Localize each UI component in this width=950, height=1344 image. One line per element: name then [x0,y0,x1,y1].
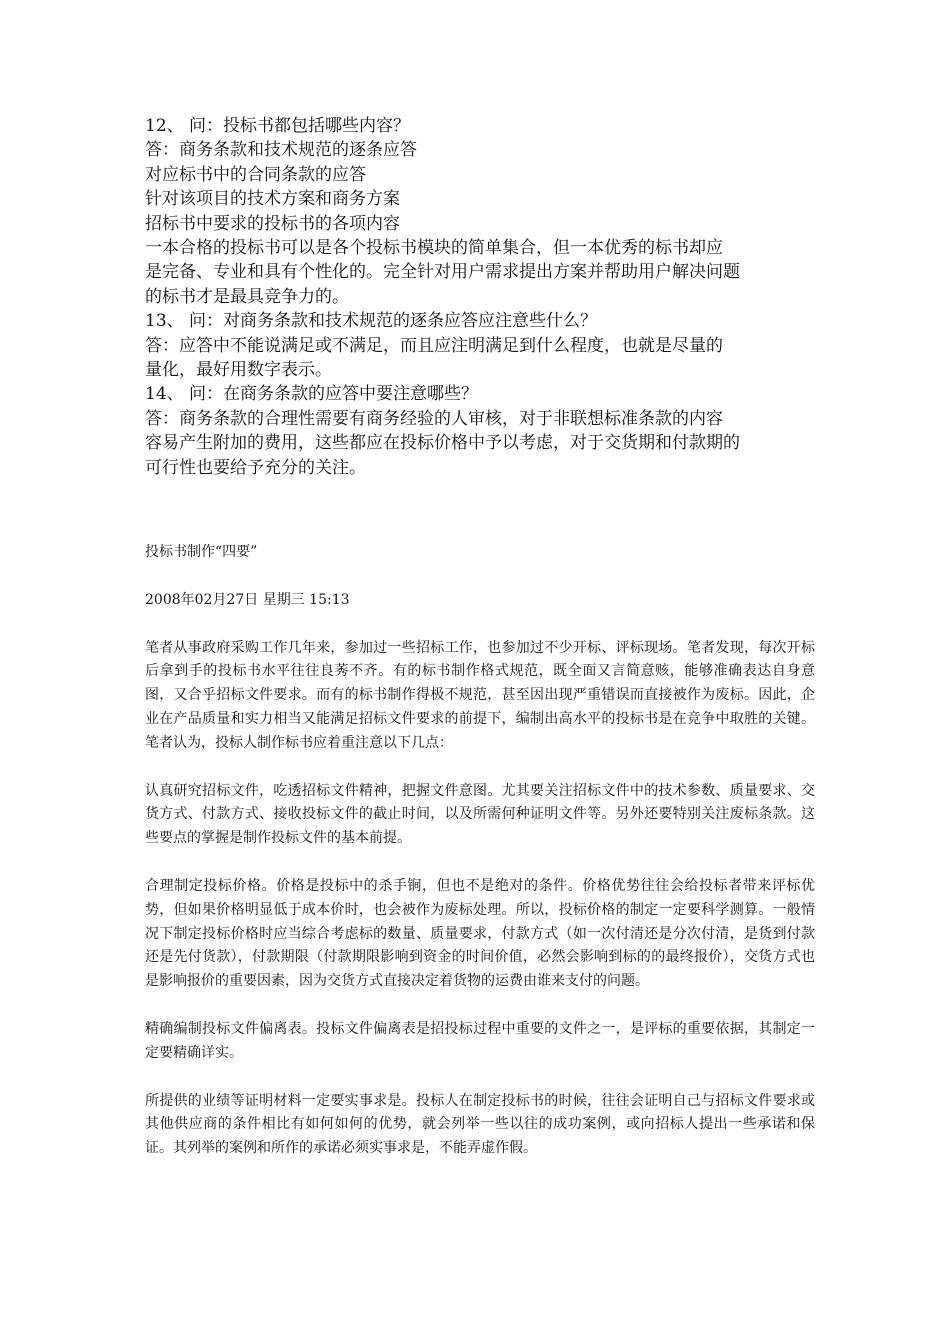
qa-line: 可行性也要给予充分的关注。 [145,457,366,478]
article-date: 2008年02月27日 星期三 15:13 [145,591,350,608]
qa-line: 量化，最好用数字表示。 [145,360,332,381]
qa-section [145,114,815,480]
qa-line: 针对该项目的技术方案和商务方案 [145,189,400,210]
article-paragraph: 精确编制投标文件偏离表。投标文件偏离表是招投标过程中重要的文件之一，是评标的重要依据，其制定一定要精确详实。 [145,1020,815,1061]
qa-line: 12、 问：投标书都包括哪些内容？ [145,116,411,136]
qa-line: 是完备、专业和具有个性化的。完全针对用户需求提出方案并帮助用户解决问题 [145,262,740,283]
qa-line: 答：商务条款和技术规范的逐条应答 [145,140,417,161]
article-paragraph: 合理制定投标价格。价格是投标中的杀手锏，但也不是绝对的条件。价格优势往往会给投标者带来评标优势，但如果价格明显低于成本价时，也会被作为废标处理。所以，投标价格的制定一定要科学测算。一般情况下制定投标价格时应当综合考虑标的数量、质量要求，付款方式（如一次付清还是分次付清，是货到付款还是先付货款），付款期限（付款期限影响到资金的时间价值，必然会影响到标的的最终报价），交货方式也是影响报价的重要因素，因为交货方式直接决定着货物的运费由谁来支付的问题。 [145,877,815,990]
qa-line: 答：商务条款的合理性需要有商务经验的人审核，对于非联想标准条款的内容 [145,408,723,429]
article-paragraph: 笔者从事政府采购工作几年来，参加过一些招标工作，也参加过不少开标、评标现场。笔者发现，每次开标后拿到手的投标书水平往往良莠不齐。有的标书制作格式规范，既全面又言简意赅，能够准确表达自身意图，又合乎招标文件要求。而有的标书制作得极不规范，甚至因出现严重错误而直接被作为废标。因此，企业在产品质量和实力相当又能满足招标文件要求的前提下，编制出高水平的投标书是在竞争中取胜的关键。笔者认为，投标人制作标书应着重注意以下几点： [145,639,815,751]
qa-line: 答：应答中不能说满足或不满足，而且应注明满足到什么程度，也就是尽量的 [145,335,723,356]
article-section [145,541,815,1185]
article-paragraph: 所提供的业绩等证明材料一定要实事求是。投标人在制定投标书的时候，往往会证明自己与招标文件要求或其他供应商的条件相比有如何如何的优势，就会列举一些以往的成功案例，或向招标人提出一些承诺和保证。其列举的案例和所作的承诺必须实事求是，不能弄虚作假。 [145,1092,815,1157]
qa-line: 13、 问：对商务条款和技术规范的逐条应答应注意些什么？ [145,311,598,332]
qa-line: 14、 问：在商务条款的应答中要注意哪些？ [145,384,479,405]
qa-line: 容易产生附加的费用，这些都应在投标价格中予以考虑，对于交货期和付款期的 [145,433,740,454]
qa-line: 对应标书中的合同条款的应答 [145,164,366,185]
qa-line: 招标书中要求的投标书的各项内容 [145,213,400,234]
article-paragraph: 认真研究招标文件，吃透招标文件精神，把握文件意图。尤其要关注招标文件中的技术参数、质量要求、交货方式、付款方式、接收投标文件的截止时间，以及所需何种证明文件等。另外还要特别关注废标条款。这些要点的掌握是制作投标文件的基本前提。 [145,782,815,847]
qa-line: 一本合格的投标书可以是各个投标书模块的简单集合，但一本优秀的标书却应 [145,238,723,259]
article-title: 投标书制作“四要” [145,544,258,560]
qa-line: 的标书才是最具竞争力的。 [145,286,349,307]
